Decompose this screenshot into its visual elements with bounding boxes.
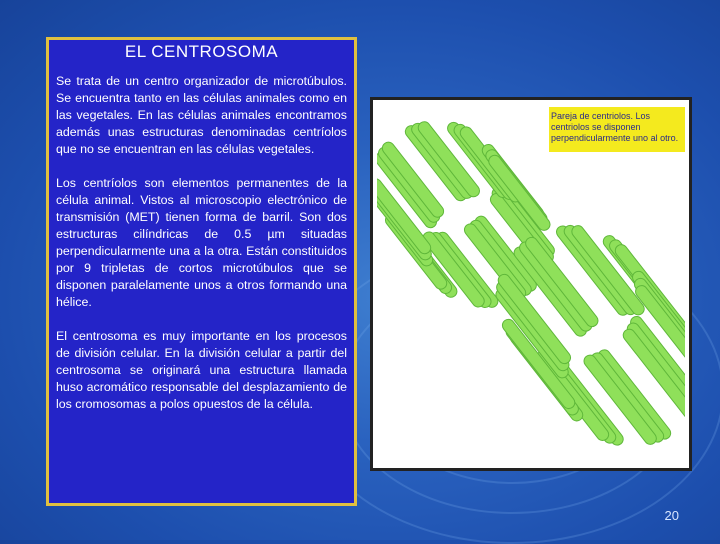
centriole-illustration <box>377 104 685 466</box>
centriole-drawing <box>377 104 685 466</box>
slide-title: EL CENTROSOMA <box>124 42 279 61</box>
paragraph-centrosoma-intro: Se trata de un centro organizador de microtúbulos. Se encuentra tanto en las células animales como en las vegetales. En las células animales encontramos además unas estructuras denominadas centríolos que no se encuentran en las células vegetales. <box>56 74 347 156</box>
centriole-lower <box>493 223 685 448</box>
centriole-upper <box>377 119 557 310</box>
page-number: 20 <box>664 508 679 523</box>
paragraph-division-celular: El centrosoma es muy importante en los procesos de división celular. En la división celular a partir del centrosoma se originará una estructura llamada huso acromático responsable del desplazamiento de los cromosomas a polos opuestos de la célula. <box>56 329 347 411</box>
centriole-image-panel <box>370 97 692 471</box>
paragraph-centriolos: Los centríolos son elementos permanentes de la célula animal. Vistos al microscopio electrónico de transmisión (MET) tienen forma de barril. Son dos estructuras cilíndricas de 0.5 µm situadas perpendicularmente una a la otra. Están constituidos por 9 tripletas de cortos microtúbulos que se disponen paralelamente unos a otros formando una hélice. <box>56 176 347 309</box>
image-caption: Pareja de centriolos. Los centriolos se disponen perpendicularmente uno al otro. <box>549 107 685 152</box>
text-panel <box>46 37 357 506</box>
